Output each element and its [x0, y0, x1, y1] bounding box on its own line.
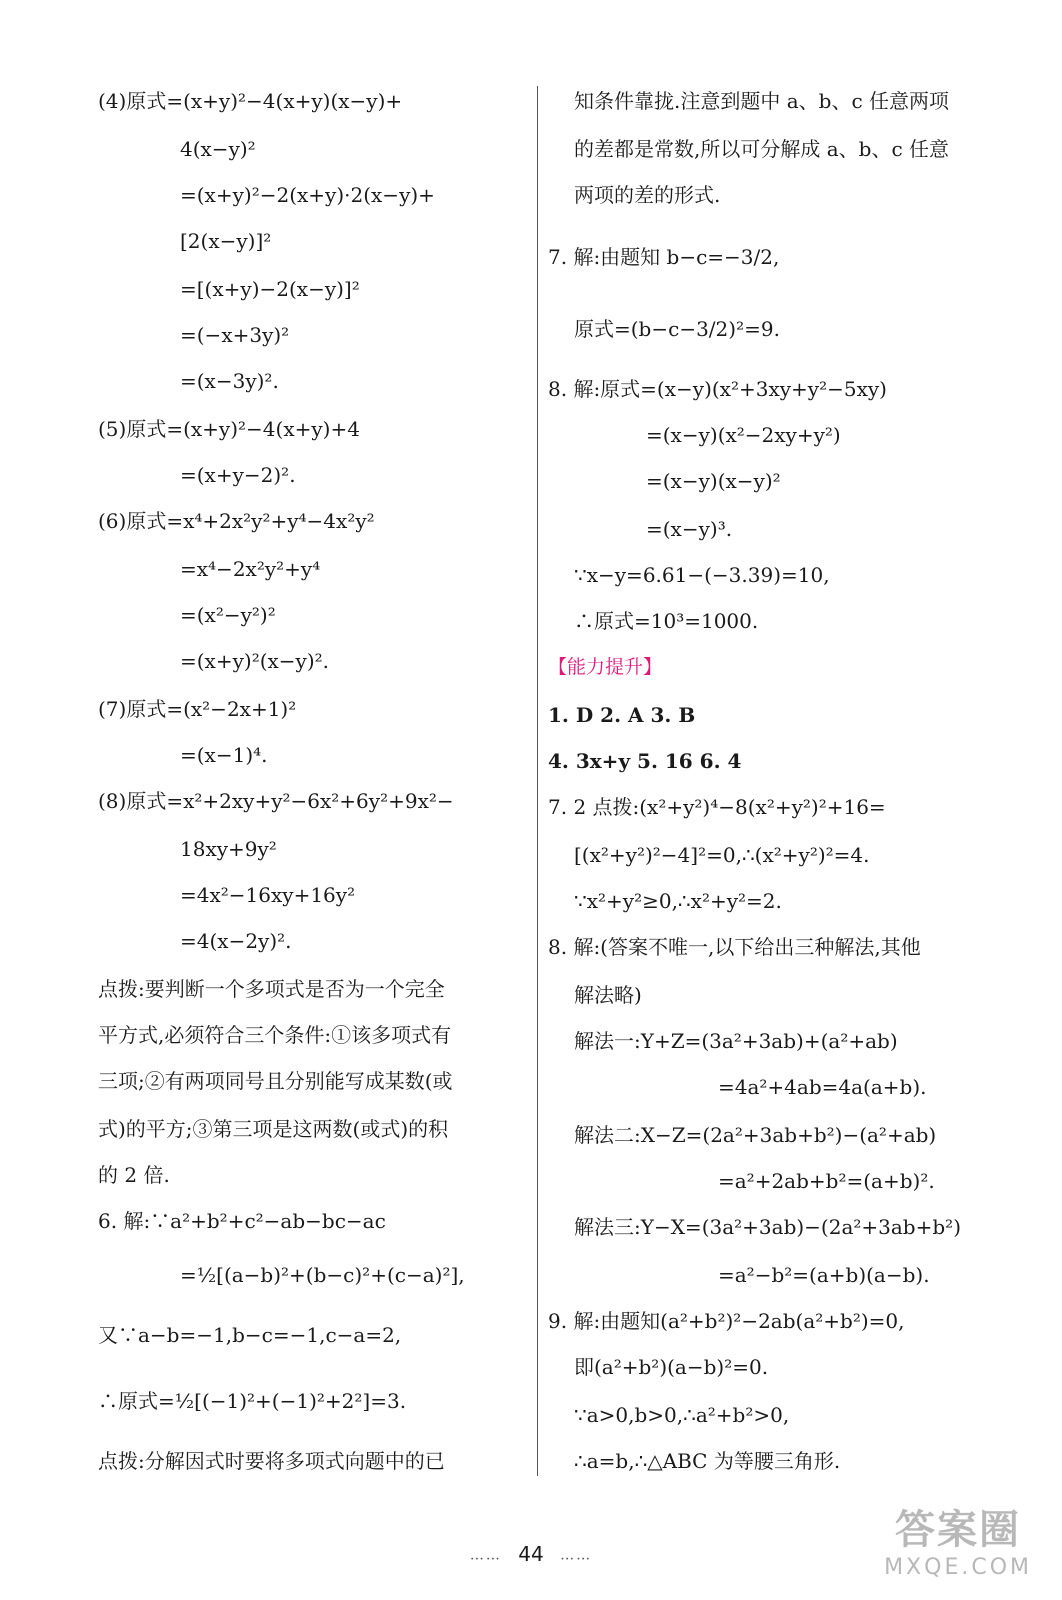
hint-line-1: 点拨:要判断一个多项式是否为一个完全: [98, 977, 445, 1001]
problem-6-line-4: ∴原式=½[(−1)²+(−1)²+2²]=3.: [98, 1389, 407, 1413]
solution-5-line-1: (5)原式=(x+y)²−4(x+y)+4: [98, 417, 360, 441]
problem-8-line-5: ∵x−y=6.61−(−3.39)=10,: [574, 563, 830, 587]
solution-7a-line-1: (7)原式=(x²−2x+1)²: [98, 697, 297, 721]
section-ability-improvement: 【能力提升】: [548, 656, 663, 678]
answer-8-line-2: 解法略): [574, 983, 642, 1007]
watermark: [884, 1498, 1032, 1580]
answer-8-method-2-result: =a²+2ab+b²=(a+b)².: [718, 1169, 935, 1193]
problem-8-line-4: =(x−y)³.: [646, 517, 733, 541]
solution-7a-line-2: =(x−1)⁴.: [180, 743, 268, 767]
problem-8-line-2: =(x−y)(x²−2xy+y²): [646, 423, 841, 447]
answer-9-line-2: 即(a²+b²)(a−b)²=0.: [574, 1355, 769, 1379]
solution-4-line-1: (4)原式=(x+y)²−4(x+y)(x−y)+: [98, 89, 403, 113]
footer-dots-right: ……: [560, 1547, 593, 1564]
watermark-url: MXQE.COM: [884, 1555, 1032, 1580]
answer-8-method-3-result: =a²−b²=(a+b)(a−b).: [718, 1263, 930, 1287]
answers-1-3: 1. D 2. A 3. B: [548, 703, 696, 727]
solution-8a-line-2: 18xy+9y²: [180, 837, 277, 861]
answer-8-method-1: 解法一:Y+Z=(3a²+3ab)+(a²+ab): [574, 1029, 898, 1053]
problem-8-line-6: ∴原式=10³=1000.: [574, 609, 759, 633]
hint-line-4: 式)的平方;③第三项是这两数(或式)的积: [98, 1117, 449, 1141]
hint-cont-line-2: 的差都是常数,所以可分解成 a、b、c 任意: [574, 137, 949, 161]
problem-6-line-3: 又∵a−b=−1,b−c=−1,c−a=2,: [98, 1323, 402, 1347]
answer-8-method-3: 解法三:Y−X=(3a²+3ab)−(2a²+3ab+b²): [574, 1215, 961, 1239]
answer-7-line-2: [(x²+y²)²−4]²=0,∴(x²+y²)²=4.: [574, 843, 870, 867]
answer-9-line-4: ∴a=b,∴△ABC 为等腰三角形.: [574, 1449, 841, 1473]
watermark-logo: 答案圈: [895, 1507, 1022, 1553]
answers-4-6: 4. 3x+y 5. 16 6. 4: [548, 749, 742, 773]
answer-8-method-1-result: =4a²+4ab=4a(a+b).: [718, 1075, 927, 1099]
solution-6a-line-4: =(x+y)²(x−y)².: [180, 649, 330, 673]
solution-6a-line-3: =(x²−y²)²: [180, 603, 276, 627]
solution-4-line-3: =(x+y)²−2(x+y)·2(x−y)+: [180, 183, 435, 207]
solution-8a-line-1: (8)原式=x²+2xy+y²−6x²+6y²+9x²−: [98, 789, 454, 813]
solution-8a-line-4: =4(x−2y)².: [180, 929, 292, 953]
page-number: 44: [518, 1542, 544, 1566]
answer-7-line-1: 7. 2 点拨:(x²+y²)⁴−8(x²+y²)²+16=: [548, 795, 886, 819]
solution-4-line-2: 4(x−y)²: [180, 137, 256, 161]
answer-8-method-2: 解法二:X−Z=(2a²+3ab+b²)−(a²+ab): [574, 1123, 937, 1147]
hint-cont-line-1: 知条件靠拢.注意到题中 a、b、c 任意两项: [574, 89, 949, 113]
problem-7-line-1: 7. 解:由题知 b−c=−3/2,: [548, 245, 780, 269]
solution-5-line-2: =(x+y−2)².: [180, 463, 296, 487]
answer-9-line-3: ∵a>0,b>0,∴a²+b²>0,: [574, 1403, 790, 1427]
problem-6-line-1: 6. 解:∵a²+b²+c²−ab−bc−ac: [98, 1209, 386, 1233]
hint-line-2: 平方式,必须符合三个条件:①该多项式有: [98, 1023, 452, 1047]
column-divider: [537, 86, 538, 1476]
problem-6-hint: 点拨:分解因式时要将多项式向题中的已: [98, 1449, 445, 1473]
solution-6a-line-2: =x⁴−2x²y²+y⁴: [180, 557, 321, 581]
problem-6-line-2: =½[(a−b)²+(b−c)²+(c−a)²],: [180, 1263, 465, 1287]
answer-8-line-1: 8. 解:(答案不唯一,以下给出三种解法,其他: [548, 935, 921, 959]
problem-8-line-3: =(x−y)(x−y)²: [646, 469, 781, 493]
hint-line-5: 的 2 倍.: [98, 1163, 170, 1187]
solution-4-line-5: =[(x+y)−2(x−y)]²: [180, 277, 360, 301]
problem-7-line-2: 原式=(b−c−3/2)²=9.: [574, 317, 780, 341]
answer-7-line-3: ∵x²+y²≥0,∴x²+y²=2.: [574, 889, 782, 913]
solution-4-line-4: [2(x−y)]²: [180, 229, 272, 253]
answer-9-line-1: 9. 解:由题知(a²+b²)²−2ab(a²+b²)=0,: [548, 1309, 905, 1333]
problem-8-line-1: 8. 解:原式=(x−y)(x²+3xy+y²−5xy): [548, 377, 887, 401]
hint-line-3: 三项;②有两项同号且分别能写成某数(或: [98, 1069, 453, 1093]
solution-8a-line-3: =4x²−16xy+16y²: [180, 883, 356, 907]
solution-4-line-6: =(−x+3y)²: [180, 323, 290, 347]
hint-cont-line-3: 两项的差的形式.: [574, 183, 721, 207]
solution-6a-line-1: (6)原式=x⁴+2x²y²+y⁴−4x²y²: [98, 509, 375, 533]
footer-dots-left: ……: [469, 1547, 502, 1564]
solution-4-line-7: =(x−3y)².: [180, 369, 279, 393]
